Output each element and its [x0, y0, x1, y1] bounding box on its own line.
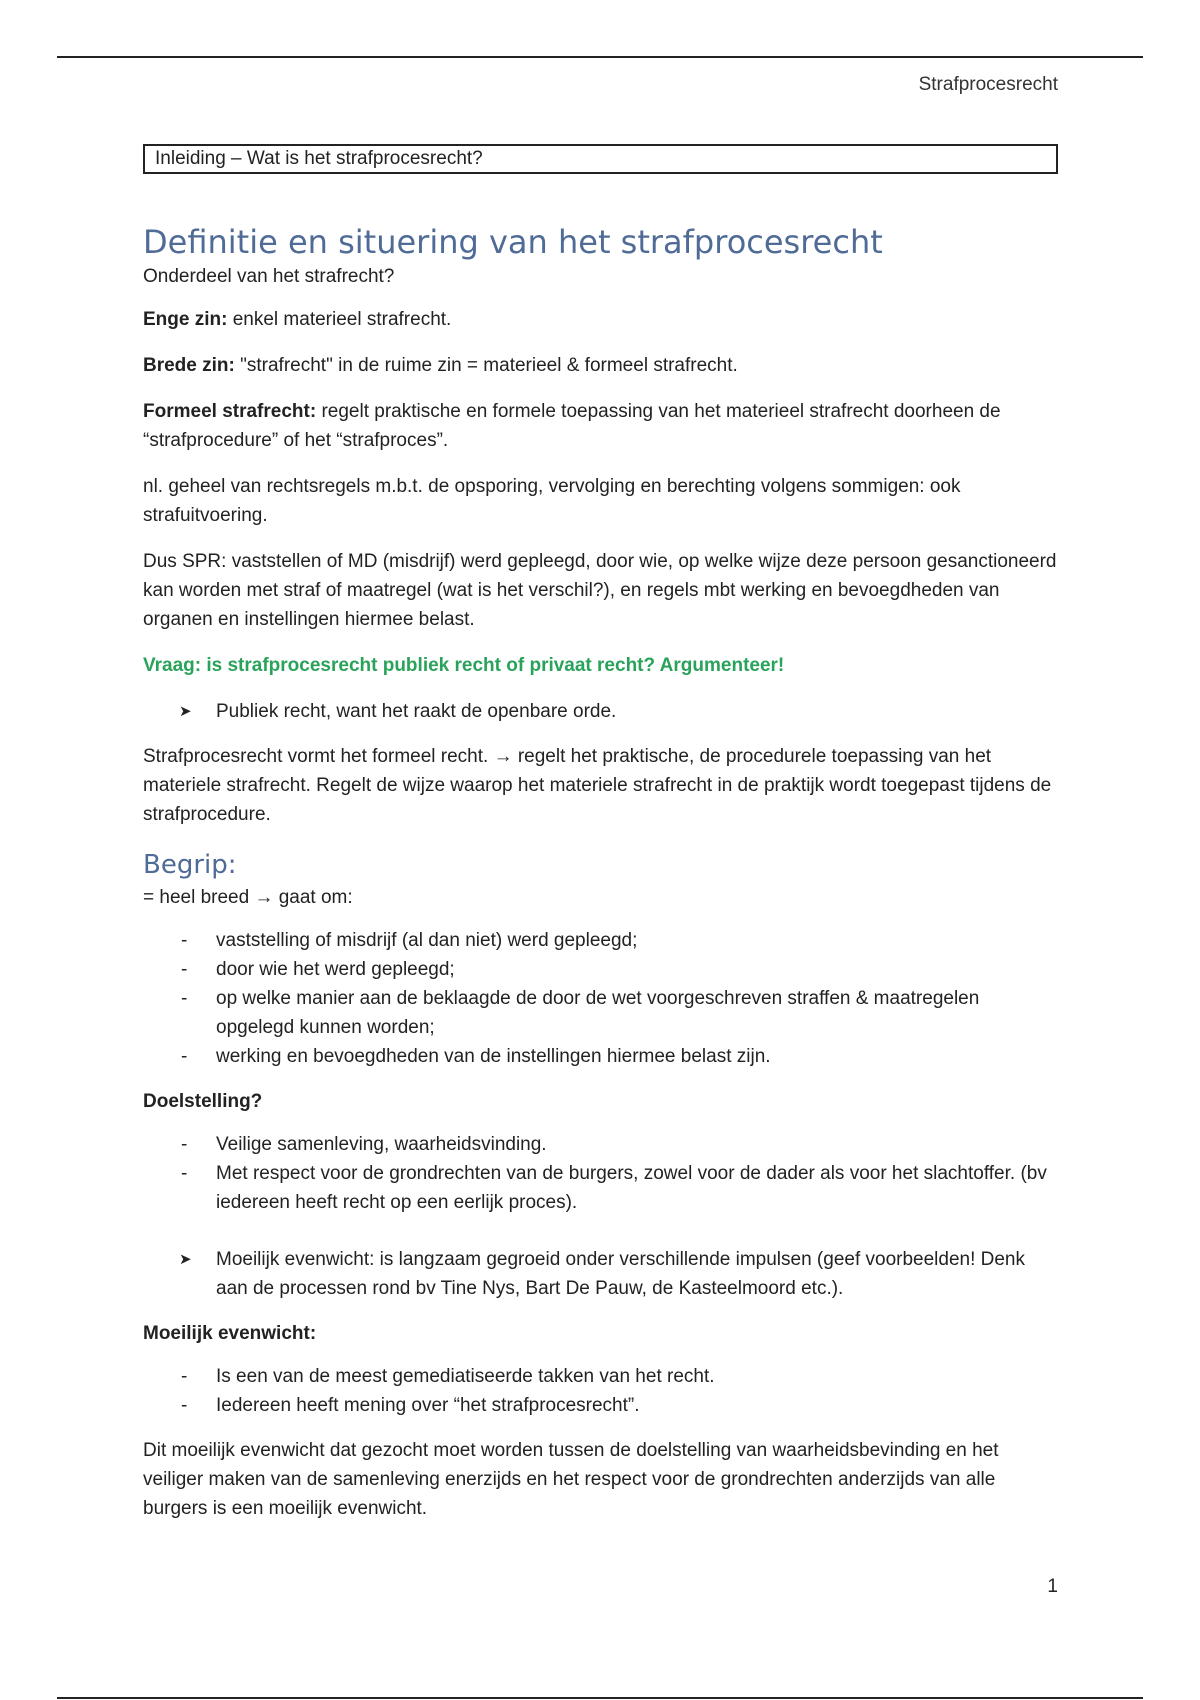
doelstelling-list [143, 1130, 1058, 1217]
closing-paragraph: Dit moeilijk evenwicht dat gezocht moet worden tussen de doelstelling van waarheidsbevinding en het veiliger maken van de samenleving enerzijds en het respect voor de grondrechten anderzijds van alle burgers is een moeilijk evenwicht. [143, 1440, 999, 1519]
nl-paragraph: nl. geheel van rechtsregels m.b.t. de opsporing, vervolging en berechting volgens sommigen: ook strafuitvoering. [143, 476, 961, 526]
vraag-paragraph: Vraag: is strafprocesrecht publiek recht of privaat recht? Argumenteer! [143, 655, 785, 676]
list-item: ➤ Publiek recht, want het raakt de openbare orde. [143, 697, 1058, 726]
answer-list [143, 697, 1058, 726]
brede-zin-label: Brede zin: [143, 355, 235, 376]
evenwicht-label: Moeilijk evenwicht: [143, 1323, 317, 1344]
running-header: Strafprocesrecht [918, 74, 1058, 95]
list-item: - Veilige samenleving, waarheidsvinding. [143, 1130, 1058, 1159]
begrip-list [143, 926, 1058, 1071]
begrip-heading: Begrip: [143, 850, 237, 880]
formeel-paragraph [143, 397, 1058, 455]
intro-question: Onderdeel van het strafrecht? [143, 266, 395, 287]
spr-paragraph: Dus SPR: vaststellen of MD (misdrijf) werd gepleegd, door wie, op welke wijze deze persoon gesanctioneerd kan worden met straf of maatregel (wat is het verschil?), en regels mbt werking en bevoegdheden van organen en instellingen hiermee belast. [143, 551, 1057, 630]
brede-zin-text: "strafrecht" in de ruime zin = materieel & formeel strafrecht. [234, 355, 738, 376]
list-item: - Met respect voor de grondrechten van de burgers, zowel voor de dader als voor het slachtoffer. (bv iedereen heeft recht op een eerlijk proces). [143, 1159, 1058, 1217]
list-item: - werking en bevoegdheden van de instellingen hiermee belast zijn. [143, 1042, 1058, 1071]
list-item: ➤ Moeilijk evenwicht: is langzaam gegroeid onder verschillende impulsen (geef voorbeelden! Denk aan de processen rond bv Tine Nys, Bart De Pauw, de Kasteelmoord etc.). [143, 1245, 1058, 1303]
brede-zin-paragraph [143, 351, 1058, 380]
doelstelling-paragraph [143, 1087, 1058, 1116]
list-item: - Iedereen heeft mening over “het strafprocesrecht”. [143, 1391, 1058, 1420]
footer-rule [57, 1697, 1143, 1699]
formeel-recht-paragraph: Strafprocesrecht vormt het formeel recht. → regelt het praktische, de procedurele toepassing van het materiele strafrecht. Regelt de wijze waarop het materiele strafrecht in de praktijk wordt toegepast tijdens de strafprocedure. [143, 746, 1052, 825]
page-title: Definitie en situering van het strafprocesrecht [143, 223, 883, 261]
section-box: Inleiding – Wat is het strafprocesrecht? [143, 144, 1058, 174]
evenwicht-paragraph [143, 1319, 1058, 1348]
list-item: - Is een van de meest gemediatiseerde takken van het recht. [143, 1362, 1058, 1391]
evenwicht-list [143, 1362, 1058, 1420]
list-item: - op welke manier aan de beklaagde de door de wet voorgeschreven straffen & maatregelen opgelegd kunnen worden; [143, 984, 1058, 1042]
formeel-label: Formeel strafrecht: [143, 401, 317, 422]
enge-zin-text: enkel materieel strafrecht. [227, 309, 452, 330]
formeel-text: regelt praktische en formele toepassing van het materieel strafrecht doorheen de “strafprocedure” of het “strafproces”. [143, 401, 1001, 451]
enge-zin-paragraph [143, 305, 1058, 334]
begrip-intro: = heel breed → gaat om: [143, 887, 353, 908]
page-body [143, 144, 1058, 1540]
list-item: - vaststelling of misdrijf (al dan niet) werd gepleegd; [143, 926, 1058, 955]
doelstelling-label: Doelstelling? [143, 1091, 263, 1112]
list-item: - door wie het werd gepleegd; [143, 955, 1058, 984]
evenwicht-arrow-list [143, 1245, 1058, 1303]
page-number: 1 [1047, 1576, 1058, 1597]
enge-zin-label: Enge zin: [143, 309, 228, 330]
header-rule [57, 56, 1143, 58]
